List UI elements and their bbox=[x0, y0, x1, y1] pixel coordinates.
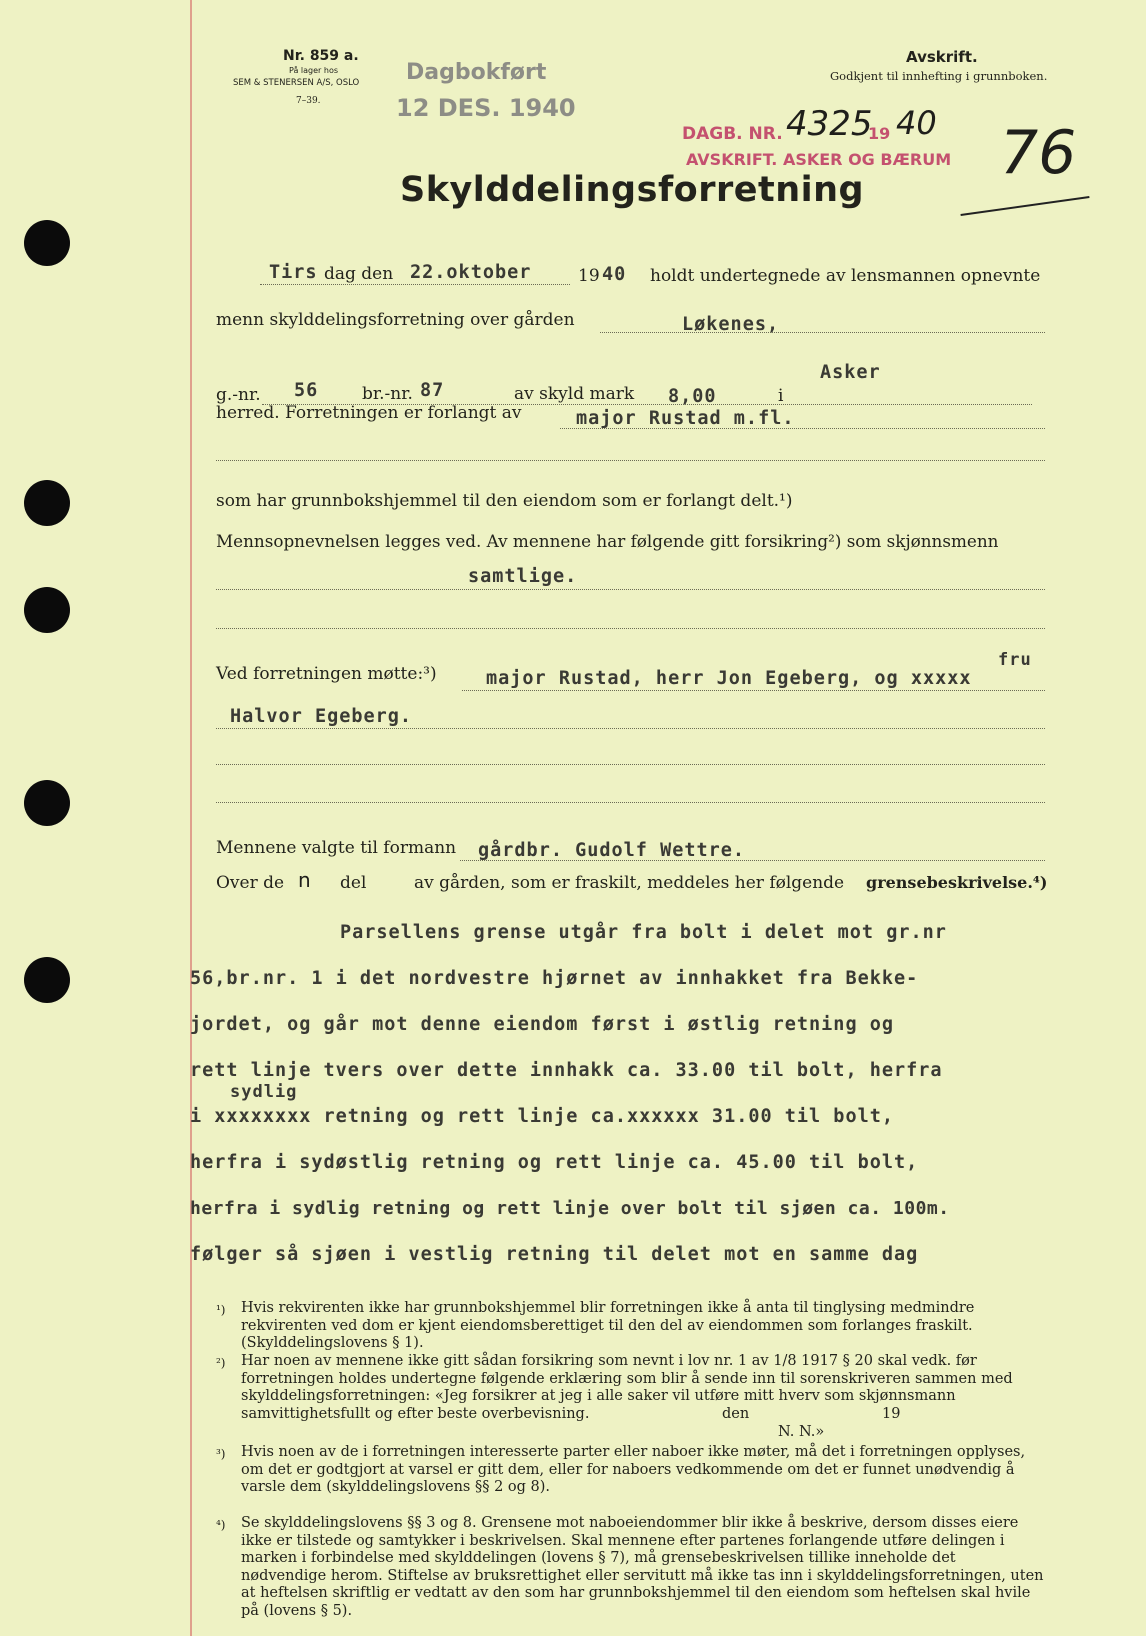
dotted-line bbox=[216, 802, 1045, 803]
attended-line2: Halvor Egeberg. bbox=[230, 706, 413, 727]
del-label: del bbox=[340, 873, 367, 893]
day-prefix: Tirs bbox=[269, 262, 318, 283]
journal-number: 4325 bbox=[786, 104, 873, 144]
form-number: Nr. 859 a. bbox=[283, 48, 359, 64]
boundary-insert: sydlig bbox=[230, 1082, 298, 1102]
gnr-value: 56 bbox=[294, 380, 319, 401]
footnote-signature: N. N.» bbox=[778, 1424, 825, 1440]
copy-note: Godkjent til innhefting i grunnboken. bbox=[830, 69, 1048, 83]
intro-rest: holdt undertegnede av lensmannen opnevnte bbox=[650, 266, 1041, 286]
boundary-line: i xxxxxxxx retning og rett linje ca.xxxxxx 31.00 til bolt, bbox=[190, 1106, 895, 1127]
attended-insert: fru bbox=[998, 650, 1032, 670]
over-label: Over de bbox=[216, 873, 285, 893]
bnr-label: br.-nr. bbox=[362, 384, 413, 404]
oath-value: samtlige. bbox=[468, 566, 578, 587]
boundary-line: Parsellens grense utgår fra bolt i delet mot gr.nr bbox=[340, 922, 947, 943]
boundary-label: av gården, som er fraskilt, meddeles her følgende bbox=[414, 873, 845, 893]
dotted-line bbox=[216, 728, 1045, 729]
footnote-den: den bbox=[722, 1406, 750, 1422]
footnote-text: Hvis noen av de i forretningen interesserte parter eller naboer ikke møter, må det i forretningen opplyses, om det er godtgjort at varsel er gitt dem, eller for naboers vedkommende om det er funnet unødvendig å varsle dem (skylddelingslovens §§ 2 og 8). bbox=[241, 1444, 1026, 1496]
requested-by: major Rustad m.fl. bbox=[576, 408, 795, 429]
boundary-line: følger så sjøen i vestlig retning til delet mot en samme dag bbox=[190, 1244, 919, 1265]
year-print: 19 bbox=[578, 266, 600, 286]
grunnbok-text: som har grunnbokshjemmel til den eiendom som er forlangt delt.¹) bbox=[216, 491, 793, 511]
boundary-line: rett linje tvers over dette innhakk ca. 33.00 til bolt, herfra bbox=[190, 1060, 943, 1081]
print-date: 7–39. bbox=[296, 96, 321, 106]
footnote-text: Se skylddelingslovens §§ 3 og 8. Grensene mot naboeiendommer blir ikke å beskrive, dersom disses eiere ikke er tilstede og samtykker i beskrivelsen. Skal mennene efter partenes forlangende utføre delingen i marken i forbindelse med skylddelingen (lovens § 7), må grensebeskrivelsen tillike inneholde det nødvendige herom. Stiftelse av bruksrettighet eller servitutt må ikke tas inn i skylddelingsforretningen, uten at heftelsen skriftlig er vedtatt av den som har grunnbokshjemmel til den eiendom som heftelsen skal hvile på (lovens § 5). bbox=[241, 1515, 1044, 1619]
bnr-value: 87 bbox=[420, 380, 445, 401]
day-suffix: dag den bbox=[324, 264, 394, 284]
farm-name: Løkenes, bbox=[682, 314, 780, 335]
attended-line1: major Rustad, herr Jon Egeberg, og xxxxx bbox=[486, 668, 972, 689]
footnote-text: Hvis rekvirenten ikke har grunnbokshjemmel blir forretningen ikke å anta til tinglysing medmindre rekvirenten ved dom er kjent eiendomsberettiget til den del av eiendommen som forlanges fraskilt. (Skylddelingslovens § 1). bbox=[241, 1300, 975, 1352]
dotted-line bbox=[260, 284, 570, 285]
footnote-text: Har noen av mennene ikke gitt sådan forsikring som nevnt i lov nr. 1 av 1/8 1917 § 20 skal vedk. før forretningen holdes undertegne følgende erklæring som blir å sende inn til sorenskriveren sammen med skylddelingsforretningen: «Jeg forsikrer at jeg i alle saker vil utføre mitt hverv som skjønnsmann samvittighetsfullt og efter beste overbevisning. bbox=[241, 1353, 1013, 1422]
recorded-stamp-date: 12 DES. 1940 bbox=[396, 94, 576, 122]
attended-label: Ved forretningen møtte:³) bbox=[216, 664, 437, 684]
punch-hole bbox=[24, 220, 70, 266]
over-value: n bbox=[298, 868, 311, 892]
herred-label: herred. Forretningen er forlangt av bbox=[216, 403, 522, 423]
margin-line bbox=[190, 0, 192, 1636]
publisher-line1: På lager hos bbox=[289, 66, 338, 75]
publisher-line2: SEM & STENERSEN A/S, OSLO bbox=[233, 78, 360, 88]
chairman-label: Mennene valgte til formann bbox=[216, 838, 457, 858]
meeting-date: 22.oktober bbox=[410, 262, 532, 283]
chairman: gårdbr. Gudolf Wettre. bbox=[478, 840, 746, 861]
journal-year: 40 bbox=[896, 104, 937, 142]
dotted-line bbox=[216, 460, 1045, 461]
dotted-line bbox=[460, 860, 1045, 861]
farm-label: menn skylddelingsforretning over gården bbox=[216, 310, 575, 330]
skyld-label: av skyld mark bbox=[514, 384, 635, 404]
dotted-line bbox=[216, 628, 1045, 629]
page-title: Skylddelingsforretning bbox=[400, 170, 865, 210]
footnote-mark: ¹) bbox=[216, 1303, 226, 1317]
footnote-year: 19 bbox=[882, 1406, 901, 1422]
dotted-line bbox=[216, 589, 1045, 590]
oath-text: Mennsopnevnelsen legges ved. Av mennene har følgende gitt forsikring²) som skjønnsmenn bbox=[216, 531, 999, 551]
boundary-bold: grensebeskrivelse.⁴) bbox=[866, 873, 1048, 892]
boundary-line: herfra i sydøstlig retning og rett linje ca. 45.00 til bolt, bbox=[190, 1152, 919, 1173]
recorded-stamp-label: Dagbokført bbox=[406, 60, 547, 85]
dotted-line bbox=[462, 690, 1045, 691]
footnote-mark: ⁴) bbox=[216, 1518, 226, 1532]
boundary-line: 56,br.nr. 1 i det nordvestre hjørnet av innhakket fra Bekke- bbox=[190, 968, 919, 989]
municipality: Asker bbox=[820, 362, 881, 383]
dotted-line bbox=[216, 764, 1045, 765]
page-number-underline bbox=[960, 196, 1089, 216]
boundary-line: herfra i sydlig retning og rett linje over bolt til sjøen ca. 100m. bbox=[190, 1198, 950, 1219]
journal-stamp-prefix: DAGB. NR. bbox=[682, 124, 783, 144]
boundary-line: jordet, og går mot denne eiendom først i østlig retning og bbox=[190, 1014, 895, 1035]
journal-year-print: 19 bbox=[868, 124, 891, 143]
copy-label: Avskrift. bbox=[906, 48, 978, 66]
punch-hole bbox=[24, 957, 70, 1003]
i-label: i bbox=[778, 386, 784, 406]
punch-hole bbox=[24, 780, 70, 826]
meeting-year: 40 bbox=[602, 264, 627, 285]
punch-hole bbox=[24, 587, 70, 633]
punch-hole bbox=[24, 480, 70, 526]
dotted-line bbox=[600, 332, 1045, 333]
footnote-mark: ²) bbox=[216, 1356, 226, 1370]
office-stamp: AVSKRIFT. ASKER OG BÆRUM bbox=[686, 150, 952, 169]
page-number: 76 bbox=[1000, 118, 1077, 188]
footnote-mark: ³) bbox=[216, 1447, 226, 1461]
dotted-line bbox=[560, 428, 1045, 429]
gnr-label: g.-nr. bbox=[216, 385, 261, 405]
skyld-value: 8,00 bbox=[668, 386, 717, 407]
